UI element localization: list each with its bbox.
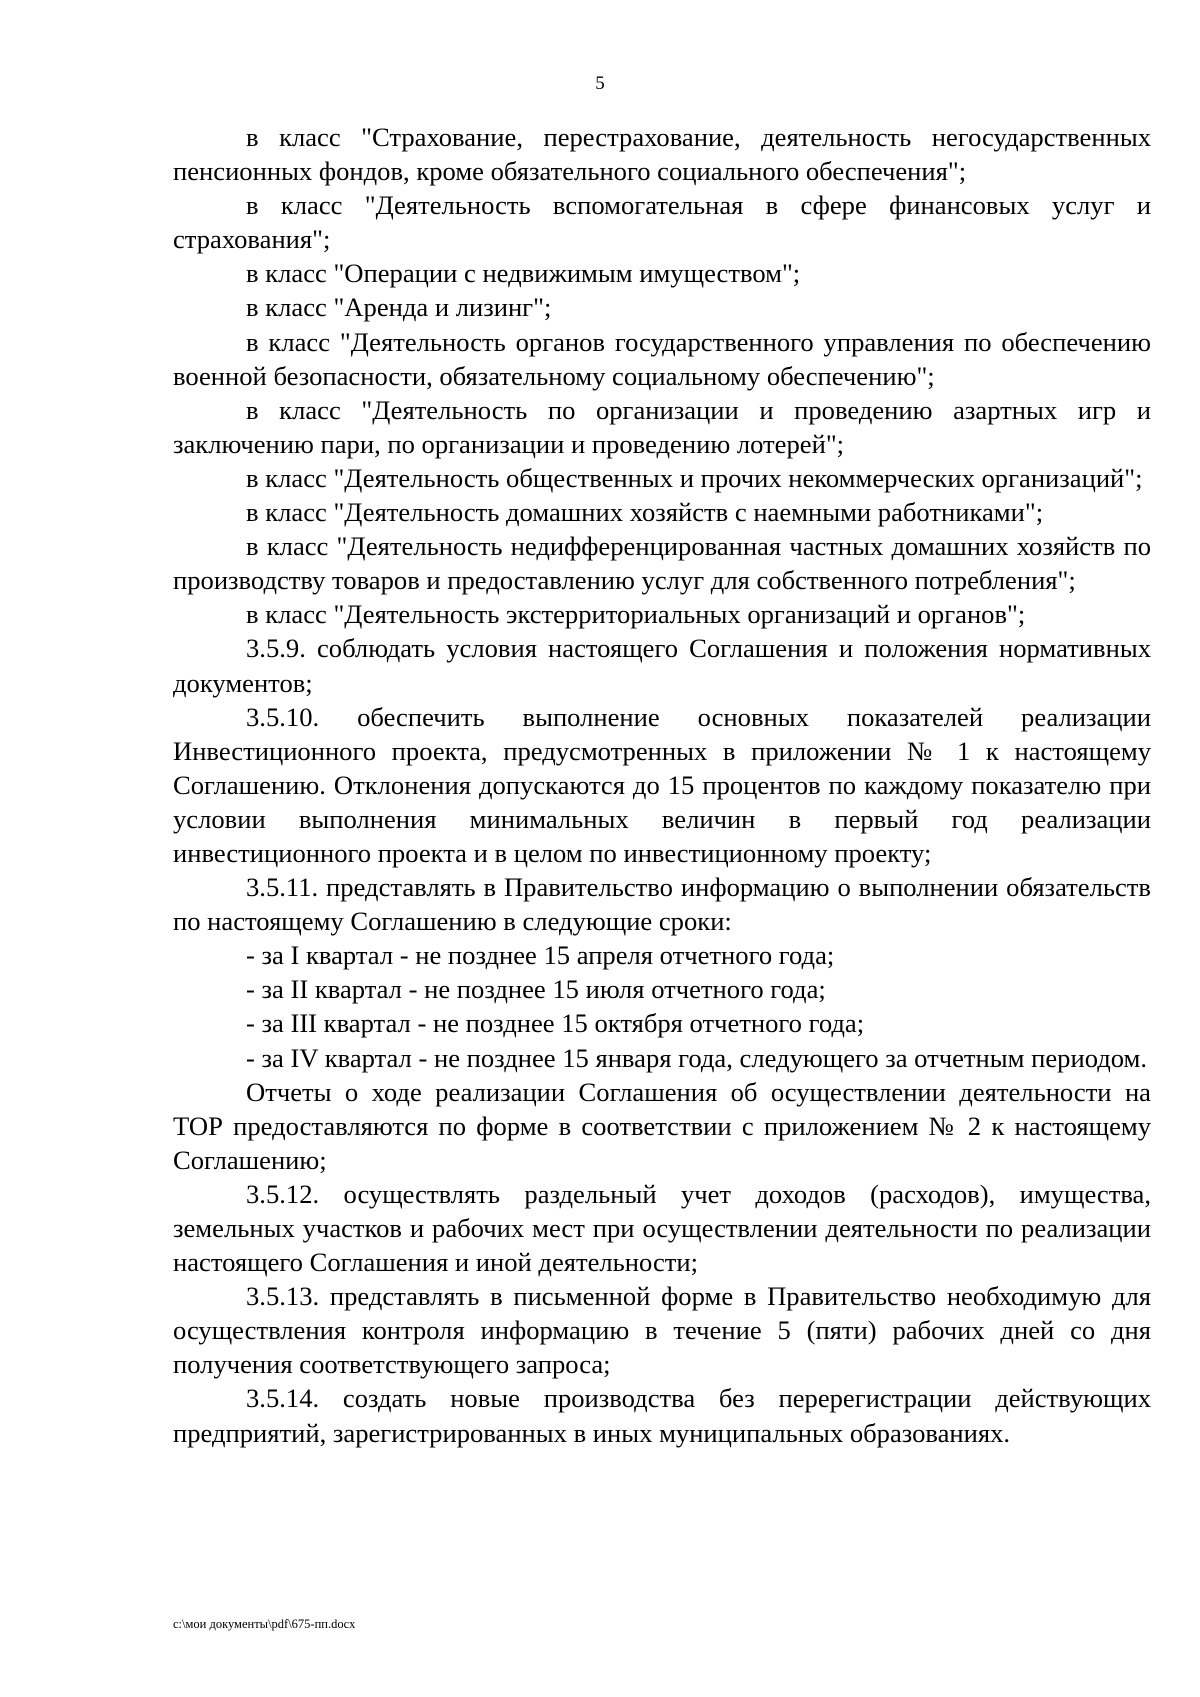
paragraph: Отчеты о ходе реализации Соглашения об осуществлении деятельности на ТОР предоставляются по форме в соответствии с приложением № 2 к настоящему Соглашению; (173, 1076, 1151, 1175)
paragraph: - за II квартал - не позднее 15 июля отчетного года; (246, 974, 826, 1005)
document-body (173, 120, 1151, 1450)
footer-file-path: c:\мои документы\pdf\675-пп.docx (173, 1617, 356, 1631)
paragraph: в класс "Страхование, перестрахование, деятельность негосударственных пенсионных фондов, кроме обязательного социального обеспечения"; (173, 122, 1151, 187)
paragraph: в класс "Деятельность домашних хозяйств с наемными работниками"; (246, 497, 1044, 528)
paragraph: 3.5.12. осуществлять раздельный учет доходов (расходов), имущества, земельных участков и рабочих мест при осуществлении деятельности по реализации настоящего Соглашения и иной деятельности; (173, 1178, 1151, 1278)
paragraph: в класс "Деятельность по организации и проведению азартных игр и заключению пари, по организации и проведению лотерей"; (173, 394, 1151, 459)
paragraph: в класс "Операции с недвижимым имуществом"; (246, 258, 801, 289)
paragraph: в класс "Деятельность вспомогательная в сфере финансовых услуг и страхования"; (173, 190, 1151, 255)
paragraph: в класс "Деятельность органов государственного управления по обеспечению военной безопасности, обязательному социальному обеспечению"; (173, 326, 1151, 391)
page-number: 5 (595, 73, 605, 94)
paragraph: - за I квартал - не позднее 15 апреля отчетного года; (246, 940, 835, 971)
paragraph: - за III квартал - не позднее 15 октября отчетного года; (246, 1008, 865, 1039)
paragraph: в класс "Деятельность экстерриториальных организаций и органов"; (246, 599, 1026, 630)
paragraph: 3.5.9. соблюдать условия настоящего Соглашения и положения нормативных документов; (173, 633, 1151, 698)
paragraph: в класс "Аренда и лизинг"; (246, 292, 552, 323)
paragraph: - за IV квартал - не позднее 15 января года, следующего за отчетным периодом. (246, 1042, 1148, 1073)
paragraph: в класс "Деятельность недифференцированная частных домашних хозяйств по производству товаров и предоставлению услуг для собственного потребления"; (173, 531, 1151, 596)
paragraph: 3.5.13. представлять в письменной форме в Правительство необходимую для осуществления контроля информацию в течение 5 (пяти) рабочих дней со дня получения соответствующего запроса; (173, 1281, 1151, 1380)
paragraph: в класс "Деятельность общественных и прочих некоммерческих организаций"; (246, 462, 1143, 493)
paragraph: 3.5.11. представлять в Правительство информацию о выполнении обязательств по настоящему Соглашению в следующие сроки: (173, 872, 1151, 937)
paragraph: 3.5.14. создать новые производства без перерегистрации действующих предприятий, зарегистрированных в иных муниципальных образованиях. (173, 1383, 1151, 1448)
paragraph: 3.5.10. обеспечить выполнение основных показателей реализации Инвестиционного проекта, предусмотренных в приложении № 1 к настоящему Соглашению. Отклонения допускаются до 15 процентов по каждому показателю при условии выполнения минимальных величин в первый год реализации инвестиционного проекта и в целом по инвестиционному проекту; (173, 701, 1151, 868)
